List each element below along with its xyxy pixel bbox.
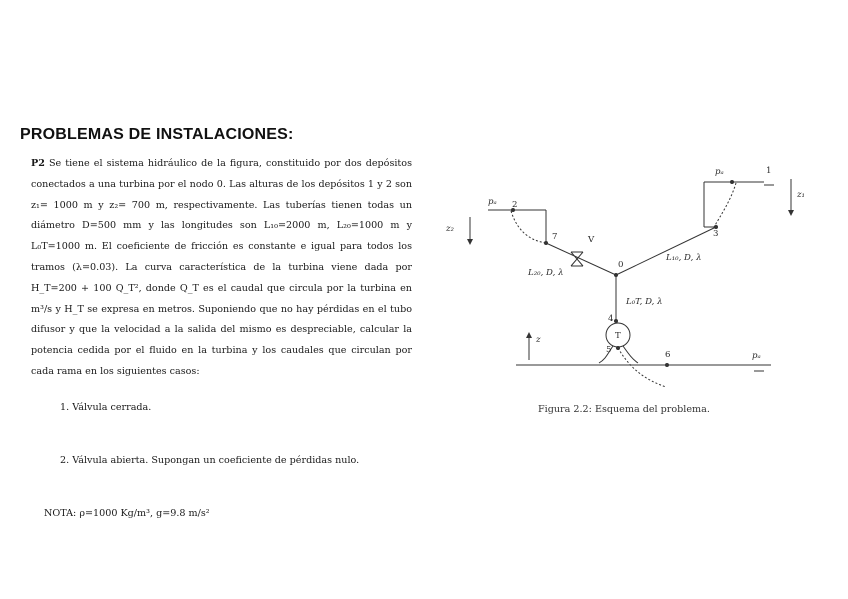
pa-label-2: pₐ <box>488 197 497 207</box>
problem-label: P2 <box>31 158 45 169</box>
section-heading: PROBLEMAS DE INSTALACIONES: <box>20 126 294 143</box>
node-5-dot <box>616 346 620 350</box>
node-6-dot <box>665 363 669 367</box>
pipe-l10 <box>616 227 719 275</box>
z-label: z <box>536 335 541 345</box>
l10-label: L₁₀, D, λ <box>666 253 702 263</box>
node-1-label: 1 <box>766 166 772 176</box>
node-2-label: 2 <box>512 200 518 210</box>
valve-label: V <box>588 235 595 245</box>
node-0-label: 0 <box>618 260 624 270</box>
node-1-dot <box>730 180 734 184</box>
node-6-label: 6 <box>665 350 671 360</box>
z-arrowhead <box>526 332 532 338</box>
z2-arrowhead <box>467 239 473 245</box>
figure-caption: Figura 2.2: Esquema del problema. <box>538 404 710 415</box>
outlet-streamline <box>618 348 666 387</box>
reservoir-2-streamline <box>511 211 546 243</box>
problem-statement <box>31 154 412 383</box>
pa-label-3: pₐ <box>752 351 761 361</box>
l20-label: L₂₀, D, λ <box>528 268 564 278</box>
node-4-label: 4 <box>608 314 614 324</box>
node-7-dot <box>544 241 548 245</box>
case-item-2: 2. Válvula abierta. Supongan un coeficiente de pérdidas nulo. <box>60 455 360 466</box>
z1-label: z₁ <box>797 190 805 200</box>
pa-label-1: pₐ <box>715 167 724 177</box>
node-5-label: 5 <box>606 345 612 355</box>
hydraulic-schematic <box>436 155 816 400</box>
diffuser-right <box>623 346 638 363</box>
reservoir-1-streamline <box>714 183 736 227</box>
node-3-label: 3 <box>713 229 719 239</box>
turbine-label: T <box>615 331 621 341</box>
z1-arrowhead <box>788 210 794 216</box>
z2-label: z₂ <box>446 224 454 234</box>
node-4-dot <box>614 319 618 323</box>
node-7-label: 7 <box>552 232 558 242</box>
problem-text: Se tiene el sistema hidráulico de la figura, constituido por dos depósitos conectados a una turbina por el nodo 0. Las alturas de los depósitos 1 y 2 son z₁= 1000 m y z₂= 700 m, respectivamente. Las tuberías tienen todas un diámetro D=500 mm y las longitudes son L₁₀=2000 m, L₂₀=1000 m y L₀T=1000 m. El coeficiente de fricción es constante e igual para todos los tramos (λ=0.03). La curva característica de la turbina viene dada por H_T=200 + 100 Q_T², donde Q_T es el caudal que circula por la turbina en m³/s y H_T se expresa en metros. Suponiendo que no hay pérdidas en el tubo difusor y que la velocidad a la salida del mismo es despreciable, calcular la potencia cedida por el fluido en la turbina y los caudales que circulan por cada rama en los siguientes casos: <box>31 158 412 377</box>
node-0-dot <box>614 273 618 277</box>
note: NOTA: ρ=1000 Kg/m³, g=9.8 m/s² <box>44 508 210 519</box>
case-item-1: 1. Válvula cerrada. <box>60 402 152 413</box>
l0t-label: L₀T, D, λ <box>626 297 663 307</box>
